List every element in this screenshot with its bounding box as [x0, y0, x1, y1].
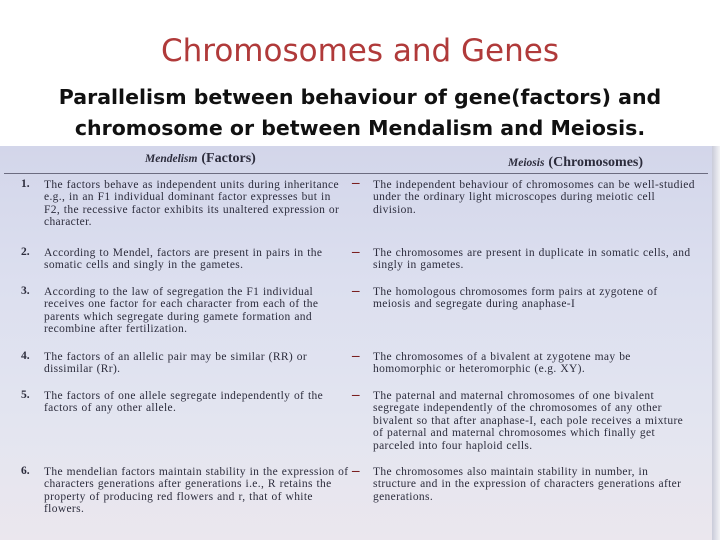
photo-right-edge — [712, 146, 720, 540]
row-number: 4. — [21, 350, 30, 362]
meiosis-cell: The chromosomes are present in duplicate in somatic cells, and singly in gametes. — [373, 247, 691, 272]
mendelism-header-factors: (Factors) — [201, 151, 256, 166]
row-number: 2. — [21, 246, 30, 258]
mendelism-cell: According to the law of segregation the F1 individual receives one factor for each character from each of the parents which segregate during gamete formation and recombine after fertilization. — [44, 286, 319, 336]
row-number: 1. — [21, 178, 30, 190]
meiosis-cell: The paternal and maternal chromosomes of one bivalent segregate independently of the chromosomes of any other bivalent so that after anaphase-I, each pole receives a mixture of paternal and maternal chromosomes which finally get parceled into four haploid cells. — [373, 390, 684, 452]
slide-title: Chromosomes and Genes — [160, 33, 560, 69]
textbook-table-photo — [0, 146, 712, 540]
meiosis-header-chromosomes: (Chromosomes) — [548, 155, 644, 170]
row-number: 6. — [21, 465, 30, 477]
row-dash: – — [352, 387, 360, 403]
row-dash: – — [352, 175, 360, 191]
row-dash: – — [352, 348, 360, 364]
meiosis-column-header — [508, 155, 643, 171]
subtitle-line-2: chromosome or between Mendalism and Meiosis. — [74, 116, 646, 140]
row-dash: – — [352, 244, 360, 260]
mendelism-column-header — [145, 151, 256, 167]
slide-subtitle — [10, 82, 710, 144]
meiosis-cell: The independent behaviour of chromosomes can be well-studied under the ordinary light microscopes during meiotic cell division. — [373, 179, 695, 216]
row-dash: – — [352, 463, 360, 479]
meiosis-cell: The chromosomes of a bivalent at zygotene may be homomorphic or heteromorphic (e.g. XY). — [373, 351, 631, 376]
mendelism-header-italic: Mendelism — [145, 153, 198, 165]
mendelism-cell: The factors behave as independent units during inheritance e.g., in an F1 individual dominant factor expresses but in F2, the recessive factor exhibits its unaltered expression or character. — [44, 179, 340, 229]
row-dash: – — [352, 283, 360, 299]
meiosis-cell: The homologous chromosomes form pairs at zygotene of meiosis and segregate during anaphase-I — [373, 286, 658, 311]
mendelism-cell: The factors of one allele segregate independently of the factors of any other allele. — [44, 390, 324, 415]
row-number: 5. — [21, 389, 30, 401]
header-divider — [4, 173, 708, 174]
row-number: 3. — [21, 285, 30, 297]
mendelism-cell: The factors of an allelic pair may be similar (RR) or dissimilar (Rr). — [44, 351, 308, 376]
meiosis-cell: The chromosomes also maintain stability in number, in structure and in the expression of characters generations after generations. — [373, 466, 682, 503]
mendelism-cell: The mendelian factors maintain stability in the expression of characters generations after generations i.e., R retains the property of producing red flowers and r, that of white flowers. — [44, 466, 349, 516]
mendelism-cell: According to Mendel, factors are present in pairs in the somatic cells and singly in the gametes. — [44, 247, 323, 272]
meiosis-header-italic: Meiosis — [508, 157, 545, 169]
subtitle-line-1: Parallelism between behaviour of gene(factors) and — [58, 85, 662, 109]
